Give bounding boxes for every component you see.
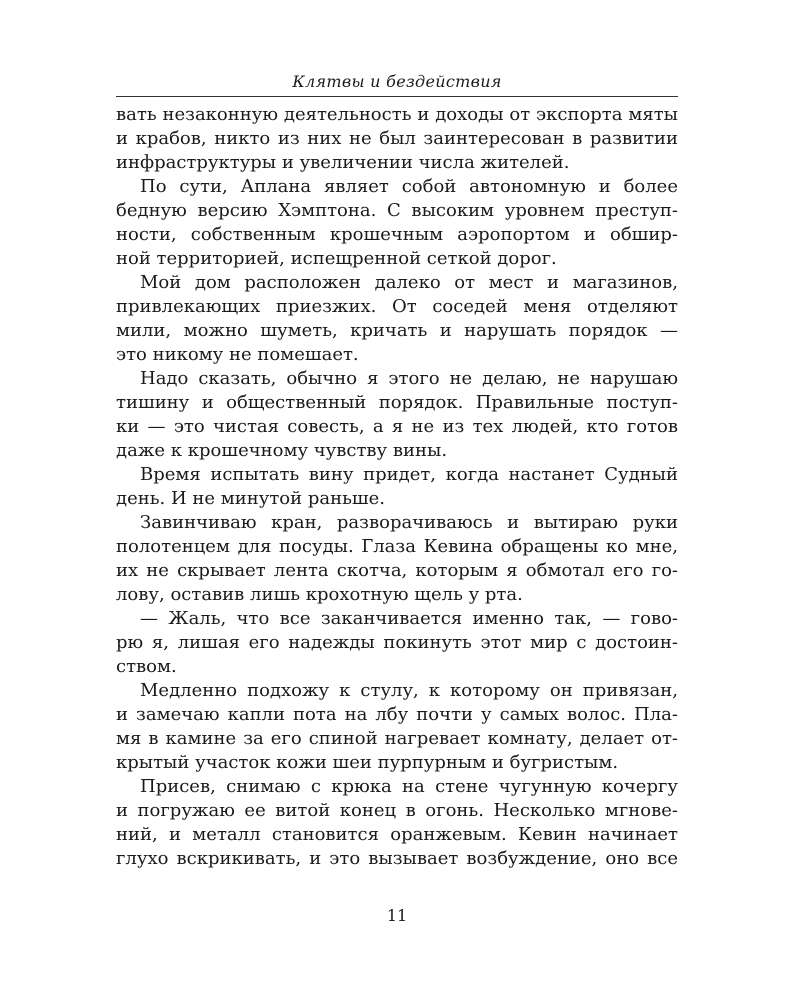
text-line: Мой дом расположен далеко от мест и магазинов, [140,272,678,293]
page-number: 11 [386,906,408,925]
text-line: привлекающих приезжих. От соседей меня отделяют [116,296,678,317]
text-line: и крабов, никто из них не был заинтересован в развитии [116,128,678,149]
text-line: ний, и металл становится оранжевым. Кевин начинает [116,824,678,845]
text-line: Завинчиваю кран, разворачиваюсь и вытираю руки [140,512,678,533]
text-line: полотенцем для посуды. Глаза Кевина обращены ко мне, [116,536,678,557]
text-line: рю я, лишая его надежды покинуть этот мир с достоин- [116,632,678,653]
text-line: вать незаконную деятельность и доходы от экспорта мяты [116,104,678,125]
text-line: — Жаль, что все заканчивается именно так, — гово- [140,608,678,629]
text-line: мили, можно шуметь, кричать и нарушать порядок — [116,320,678,341]
text-line: лову, оставив лишь крохотную щель у рта. [116,584,523,605]
text-line: Время испытать вину придет, когда настанет Судный [140,464,678,485]
text-line: Присев, снимаю с крюка на стене чугунную кочергу [140,776,678,797]
text-line: бедную версию Хэмптона. С высоким уровнем преступ- [116,200,678,221]
text-line: ности, собственным крошечным аэропортом и обшир- [116,224,678,245]
text-line: мя в камине за его спиной нагревает комнату, делает от- [116,728,678,749]
text-line: ки — это чистая совесть, а я не из тех людей, кто готов [116,416,678,437]
text-line: ной территорией, испещренной сеткой дорог. [116,248,557,269]
text-line: даже к крошечному чувству вины. [116,440,448,461]
text-line: тишину и общественный порядок. Правильные поступ- [116,392,678,413]
text-line: их не скрывает лента скотча, которым я обмотал его го- [116,560,678,581]
running-header: Клятвы и бездействия [292,72,502,91]
text-line: По сути, Аплана являет собой автономную и более [140,176,678,197]
text-line: и замечаю капли пота на лбу почти у самых волос. Пла- [116,704,678,725]
text-line: и погружаю ее витой конец в огонь. Несколько мгнове- [116,800,678,821]
text-line: Медленно подхожу к стулу, к которому он привязан, [140,680,678,701]
text-line: глухо вскрикивать, и это вызывает возбуждение, оно все [116,848,678,869]
text-line: крытый участок кожи шеи пурпурным и бугристым. [116,752,619,773]
header-divider [116,96,678,97]
text-line: это никому не помешает. [116,344,359,365]
text-line: инфраструктуры и увеличении числа жителей. [116,152,570,173]
text-line: день. И не минутой раньше. [116,488,386,509]
text-line: Надо сказать, обычно я этого не делаю, не нарушаю [140,368,678,389]
text-line: ством. [116,656,177,677]
body-text [116,103,678,871]
